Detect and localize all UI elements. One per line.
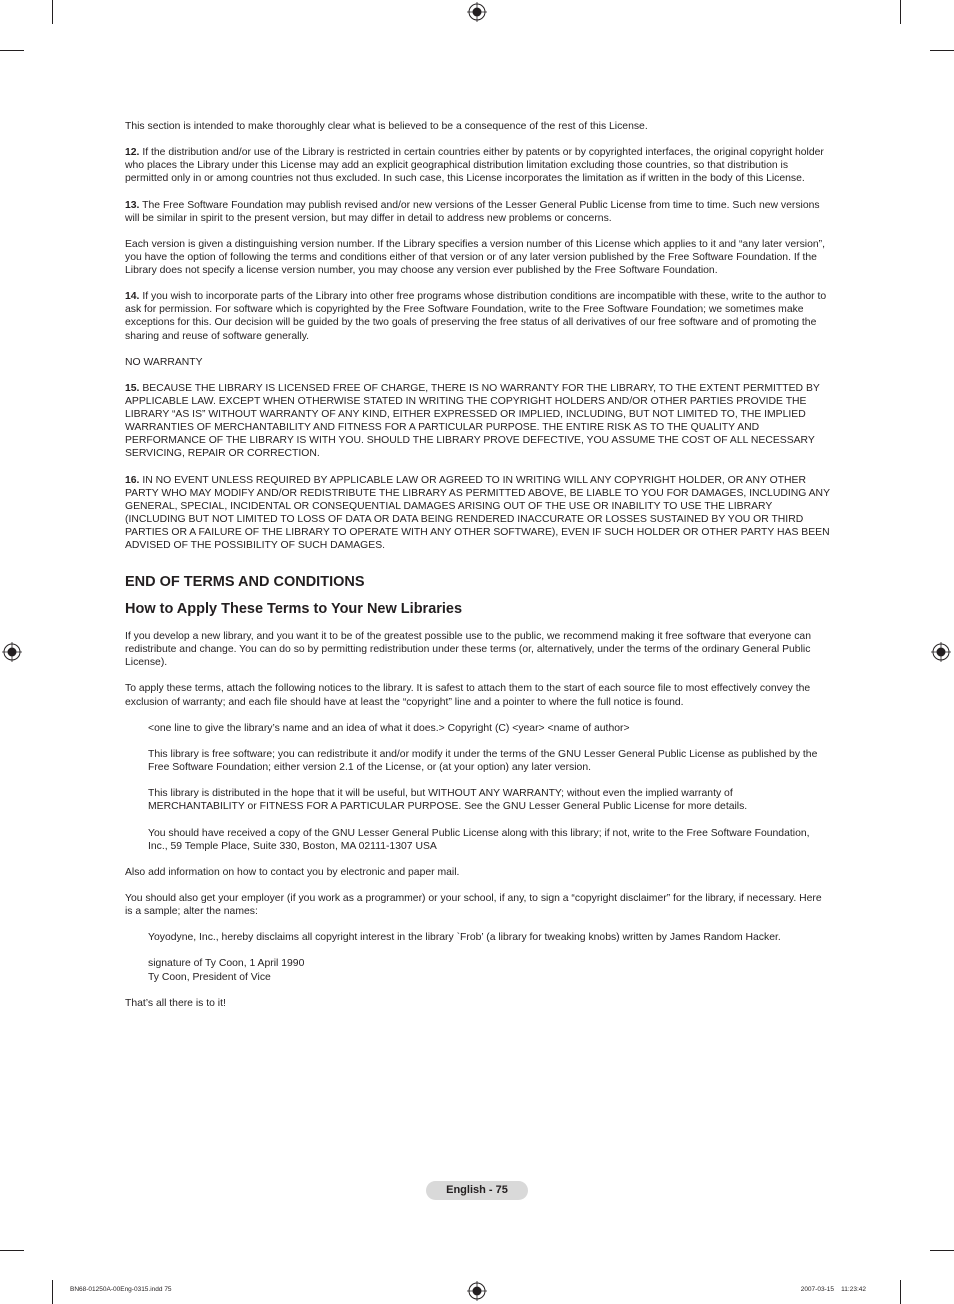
notice-line-1: <one line to give the library’s name and an idea of what it does.> Copyright (C) <year> <name of author>	[148, 722, 630, 734]
crop-mark	[0, 1250, 24, 1251]
section-number: 13.	[125, 199, 140, 211]
notice-line-4: You should have received a copy of the GNU Lesser General Public License along with this library; if not, write to the Free Software Foundation, Inc., 59 Temple Place, Suite 330, Boston, MA 02111-1307 USA	[148, 827, 810, 852]
closing-line: That’s all there is to it!	[125, 997, 226, 1009]
registration-mark-icon	[467, 2, 487, 22]
intro-paragraph: This section is intended to make thoroughly clear what is believed to be a consequence of the rest of this License.	[125, 121, 648, 132]
section-12	[125, 146, 831, 185]
registration-mark-icon	[467, 1281, 487, 1301]
crop-mark	[52, 1280, 53, 1304]
signature-line: signature of Ty Coon, 1 April 1990	[148, 958, 305, 970]
section-13	[125, 199, 831, 225]
footer-timestamp: 2007-03-15 11:23:42	[800, 1286, 866, 1293]
section-text: If you wish to incorporate parts of the Library into other free programs whose distribution conditions are incompatible with these, write to the author to ask for permission. For software which is copyrighted by the Free Software Foundation, write to the Free Software Foundation; we sometimes make exceptions for this. Our decision will be guided by the two goals of preserving the free status of all derivatives of our free software and of promoting the sharing and reuse of software generally.	[125, 291, 827, 342]
contact-paragraph: Also add information on how to contact you by electronic and paper mail.	[125, 866, 460, 878]
notice-line-3: This library is distributed in the hope that it will be useful, but WITHOUT ANY WARRANTY; without even the implied warranty of MERCHANTABILITY or FITNESS FOR A PARTICULAR PURPOSE. See the GNU Lesser General Public License for more details.	[148, 788, 748, 813]
signature-block	[148, 957, 831, 983]
registration-mark-icon	[2, 642, 22, 662]
signature-title: Ty Coon, President of Vice	[148, 971, 271, 983]
end-of-terms-heading: END OF TERMS AND CONDITIONS	[125, 574, 365, 591]
apply-paragraph-1: If you develop a new library, and you want it to be of the greatest possible use to the public, we recommend making it free software that everyone can redistribute and change. You can do so by permitting redistribution under these terms (or, alternatively, under the terms of the ordinary General Public License).	[125, 631, 811, 669]
employer-paragraph: You should also get your employer (if you work as a programmer) or your school, if any, to sign a “copyright disclaimer” for the library, if necessary. Here is a sample; alter the names:	[125, 892, 822, 918]
registration-mark-icon	[931, 642, 951, 662]
section-number: 15.	[125, 382, 140, 394]
section-number: 12.	[125, 147, 140, 159]
section-text: IN NO EVENT UNLESS REQUIRED BY APPLICABLE LAW OR AGREED TO IN WRITING WILL ANY COPYRIGHT HOLDER, OR ANY OTHER PARTY WHO MAY MODIFY AND/OR REDISTRIBUTE THE LIBRARY AS PERMITTED ABOVE, BE LIABLE TO YOU FOR DAMAGES, INCLUDING ANY GENERAL, SPECIAL, INCIDENTAL OR CONSEQUENTIAL DAMAGES ARISING OUT OF THE USE OR INABILITY TO USE THE LIBRARY (INCLUDING BUT NOT LIMITED TO LOSS OF DATA OR DATA BEING RENDERED INACCURATE OR LOSSES SUSTAINED BY YOU OR THIRD PARTIES OR A FAILURE OF THE LIBRARY TO OPERATE WITH ANY OTHER SOFTWARE), EVEN IF SUCH HOLDER OR OTHER PARTY HAS BEEN ADVISED OF THE POSSIBILITY OF SUCH DAMAGES.	[125, 474, 830, 551]
section-number: 16.	[125, 474, 140, 486]
crop-mark	[930, 1250, 954, 1251]
no-warranty-heading: NO WARRANTY	[125, 356, 203, 368]
crop-mark	[930, 50, 954, 51]
crop-mark	[900, 1280, 901, 1304]
section-text: BECAUSE THE LIBRARY IS LICENSED FREE OF CHARGE, THERE IS NO WARRANTY FOR THE LIBRARY, TO THE EXTENT PERMITTED BY APPLICABLE LAW. EXCEPT WHEN OTHERWISE STATED IN WRITING THE COPYRIGHT HOLDERS AND/OR OTHER PARTIES PROVIDE THE LIBRARY “AS IS” WITHOUT WARRANTY OF ANY KIND, EITHER EXPRESSED OR IMPLIED, INCLUDING, BUT NOT LIMITED TO, THE IMPLIED WARRANTIES OF MERCHANTABILITY AND FITNESS FOR A PARTICULAR PURPOSE. THE ENTIRE RISK AS TO THE QUALITY AND PERFORMANCE OF THE LIBRARY IS WITH YOU. SHOULD THE LIBRARY PROVE DEFECTIVE, YOU ASSUME THE COST OF ALL NECESSARY SERVICING, REPAIR OR CORRECTION.	[125, 382, 820, 460]
section-number: 14.	[125, 291, 140, 303]
license-body	[125, 120, 831, 1023]
notice-line-2: This library is free software; you can redistribute it and/or modify it under the terms of the GNU Lesser General Public License as published by the Free Software Foundation; either version 2.1 of the License, or (at your option) any later version.	[148, 748, 818, 774]
how-to-apply-heading: How to Apply These Terms to Your New Libraries	[125, 601, 463, 618]
crop-mark	[900, 0, 901, 24]
section-text: The Free Software Foundation may publish revised and/or new versions of the Lesser General Public License from time to time. Such new versions will be similar in spirit to the present version, but may differ in detail to address new problems or concerns.	[125, 199, 820, 224]
section-text: If the distribution and/or use of the Library is restricted in certain countries either by patents or by copyrighted interfaces, the original copyright holder who places the Library under this License may add an explicit geographical distribution limitation excluding those countries, so that distribution is permitted only in or among countries not thus excluded. In such case, this License incorporates the limitation as if written in the body of this License.	[125, 147, 824, 185]
section-15	[125, 382, 831, 461]
section-14	[125, 290, 831, 342]
section-13-versions: Each version is given a distinguishing version number. If the Library specifies a version number of this License which applies to it and “any later version”, you have the option of following the terms and conditions either of that version or of any later version published by the Free Software Foundation. If the Library does not specify a license version number, you may choose any version ever published by the Free Software Foundation.	[125, 238, 825, 277]
disclaimer-sample: Yoyodyne, Inc., hereby disclaims all copyright interest in the library `Frob’ (a library for tweaking knobs) written by James Random Hacker.	[148, 932, 781, 944]
crop-mark	[0, 50, 24, 51]
page-number-badge: English - 75	[426, 1181, 528, 1200]
apply-paragraph-2: To apply these terms, attach the following notices to the library. It is safest to attach them to the start of each source file to most effectively convey the exclusion of warranty; and each file should have at least the “copyright” line and a pointer to where the full notice is found.	[125, 683, 811, 708]
crop-mark	[52, 0, 53, 24]
section-16	[125, 474, 831, 553]
footer-filename: BN68-01250A-00Eng-0315.indd 75	[70, 1286, 172, 1293]
